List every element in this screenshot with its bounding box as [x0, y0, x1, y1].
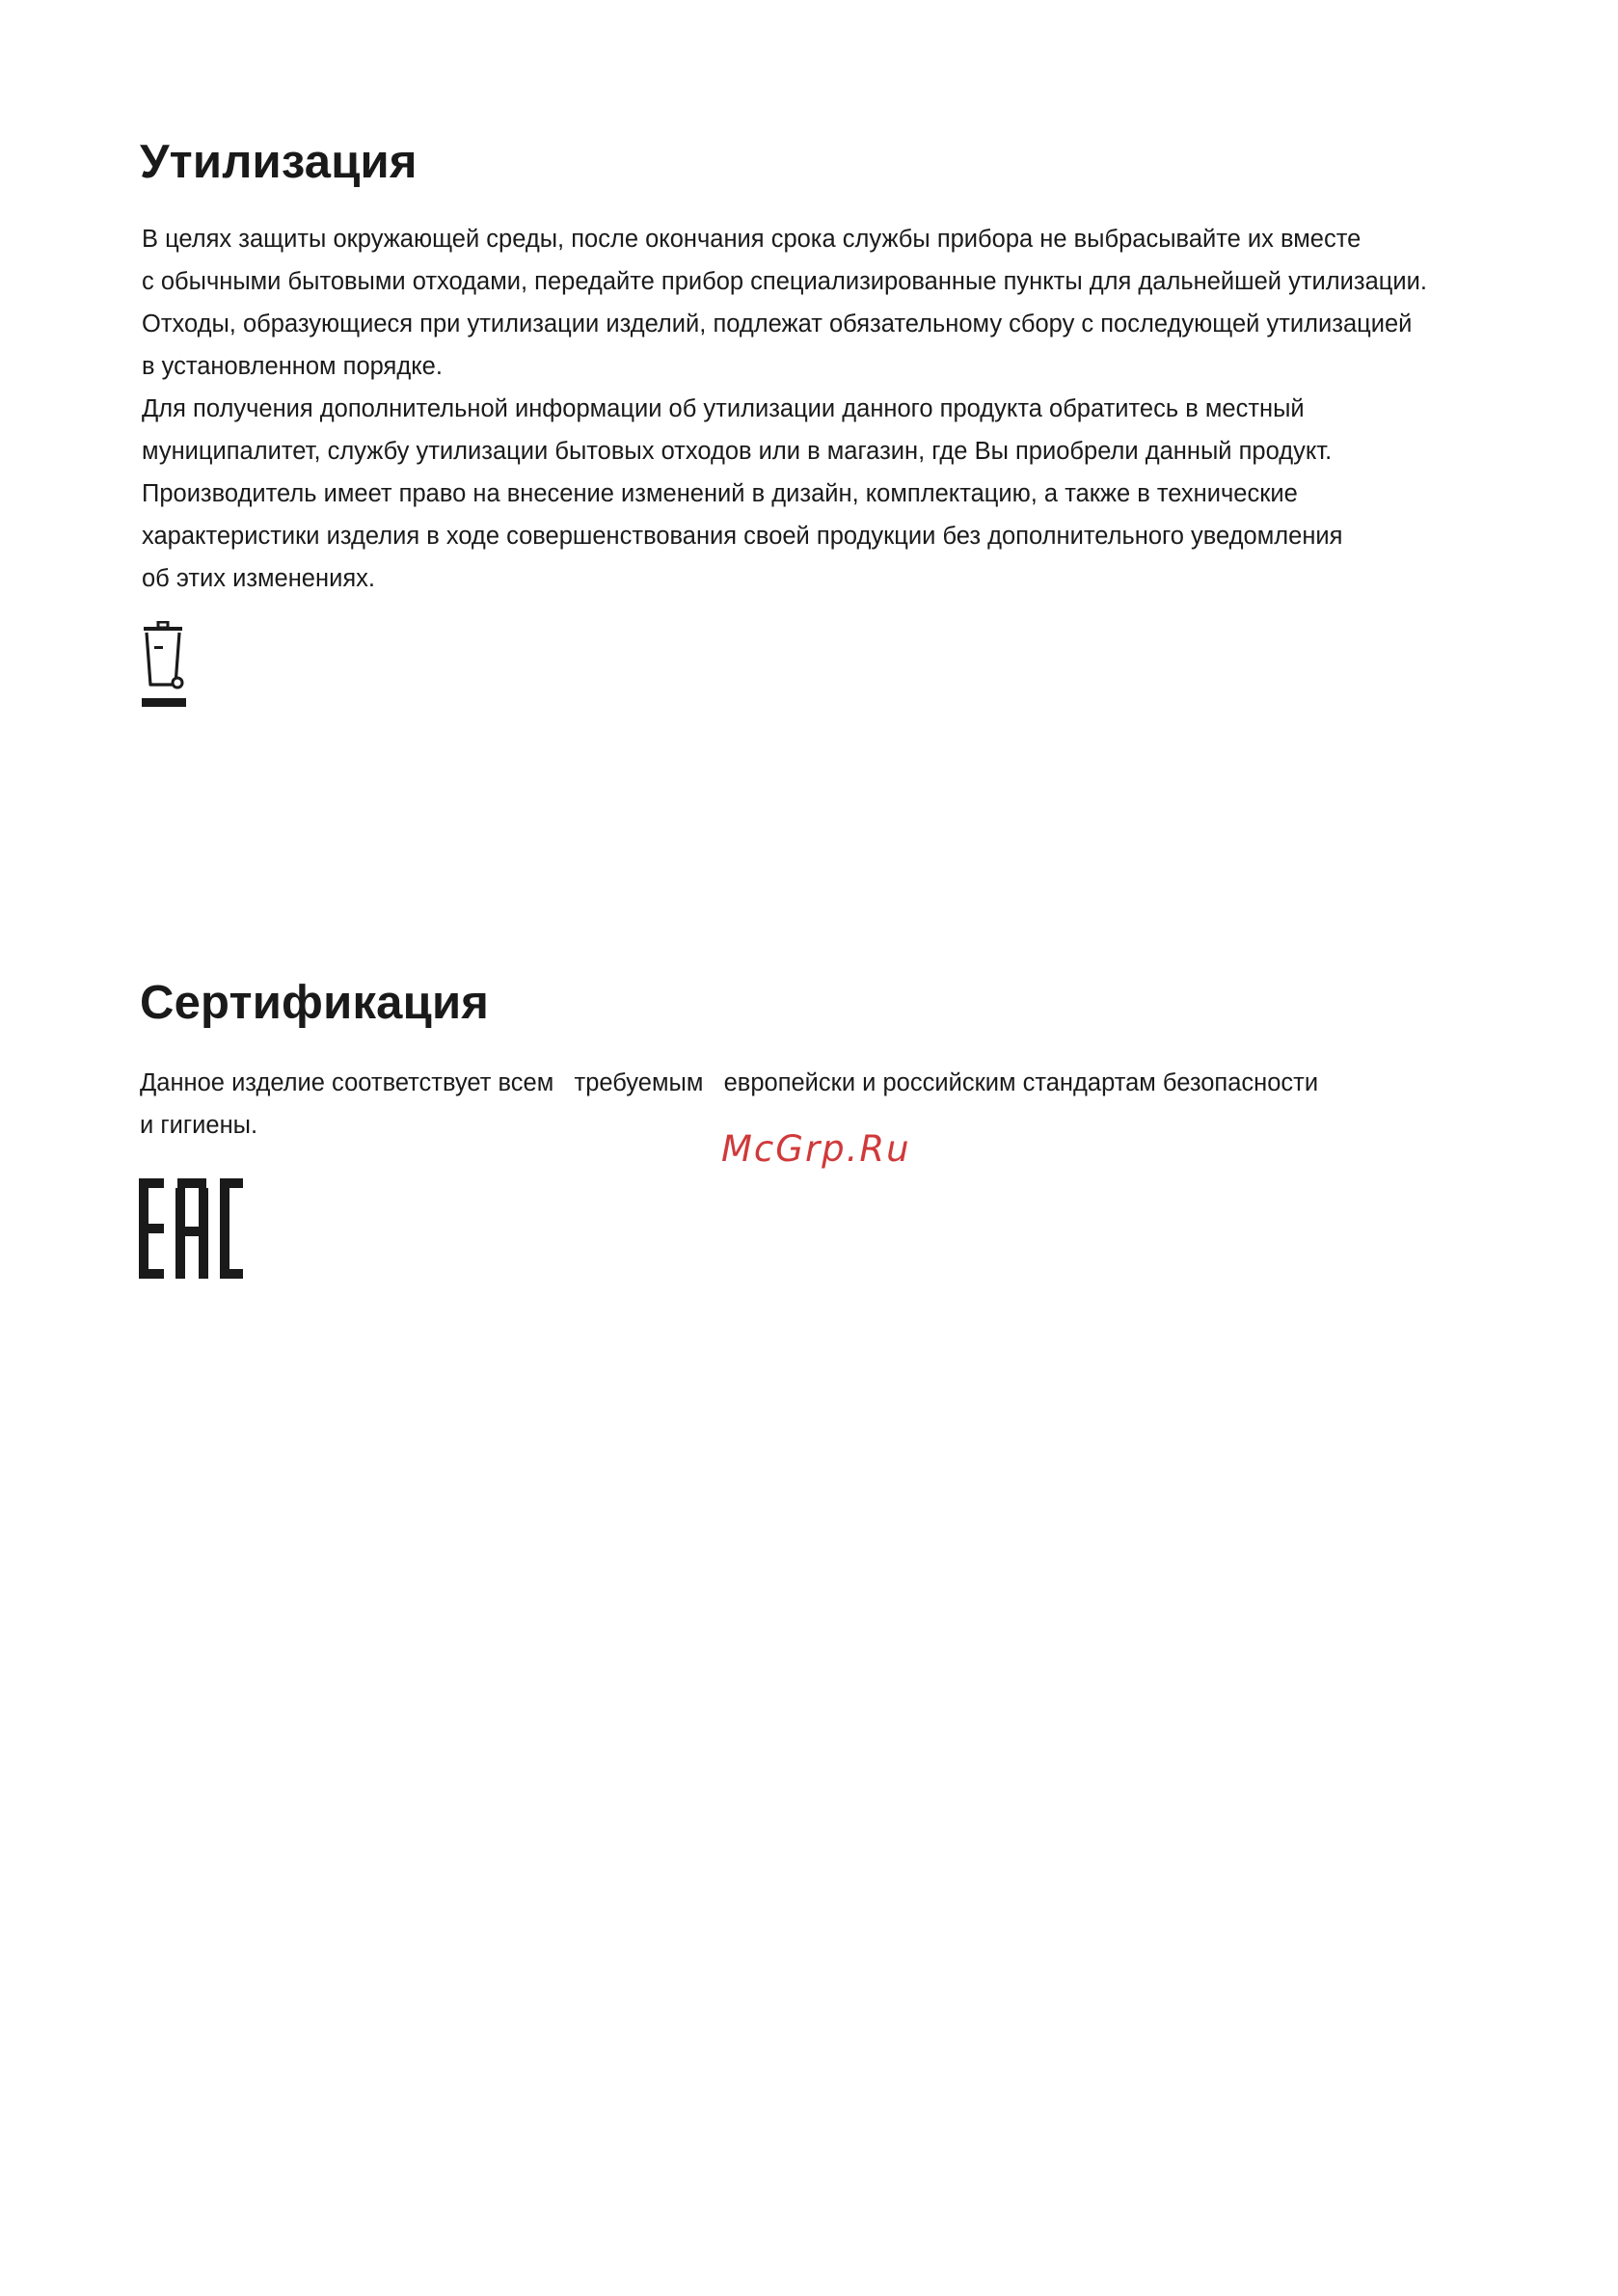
eac-mark-icon: [139, 1178, 243, 1279]
certification-text-line-2: и гигиены.: [140, 1112, 258, 1139]
disposal-text-line-3: Отходы, образующиеся при утилизации изделий, подлежат обязательному сбору с последующей утилизацией: [142, 311, 1413, 338]
disposal-text-line-7: Производитель имеет право на внесение изменений в дизайн, комплектацию, а также в технические: [142, 480, 1298, 507]
disposal-text-line-5: Для получения дополнительной информации об утилизации данного продукта обратитесь в местный: [142, 395, 1305, 422]
disposal-text-line-8: характеристики изделия в ходе совершенствования своей продукции без дополнительного уведомления: [142, 523, 1343, 550]
certification-text-line-1: Данное изделие соответствует всем требуемым европейски и российским стандартам безопасности: [140, 1069, 1319, 1096]
disposal-text-line-6: муниципалитет, службу утилизации бытовых отходов или в магазин, где Вы приобрели данный продукт.: [142, 438, 1333, 465]
certification-title: Сертификация: [140, 977, 490, 1029]
disposal-text-line-9: об этих изменениях.: [142, 565, 375, 592]
disposal-text-line-1: В целях защиты окружающей среды, после окончания срока службы прибора не выбрасывайте их вместе: [142, 226, 1362, 253]
disposal-text-line-4: в установленном порядке.: [142, 353, 443, 380]
disposal-title: Утилизация: [140, 136, 418, 188]
watermark-text: McGrp.Ru: [721, 1128, 911, 1170]
disposal-text-line-2: с обычными бытовыми отходами, передайте прибор специализированные пункты для дальнейшей утилизации.: [142, 268, 1427, 295]
crossed-out-wheelie-bin-icon: [141, 621, 187, 710]
